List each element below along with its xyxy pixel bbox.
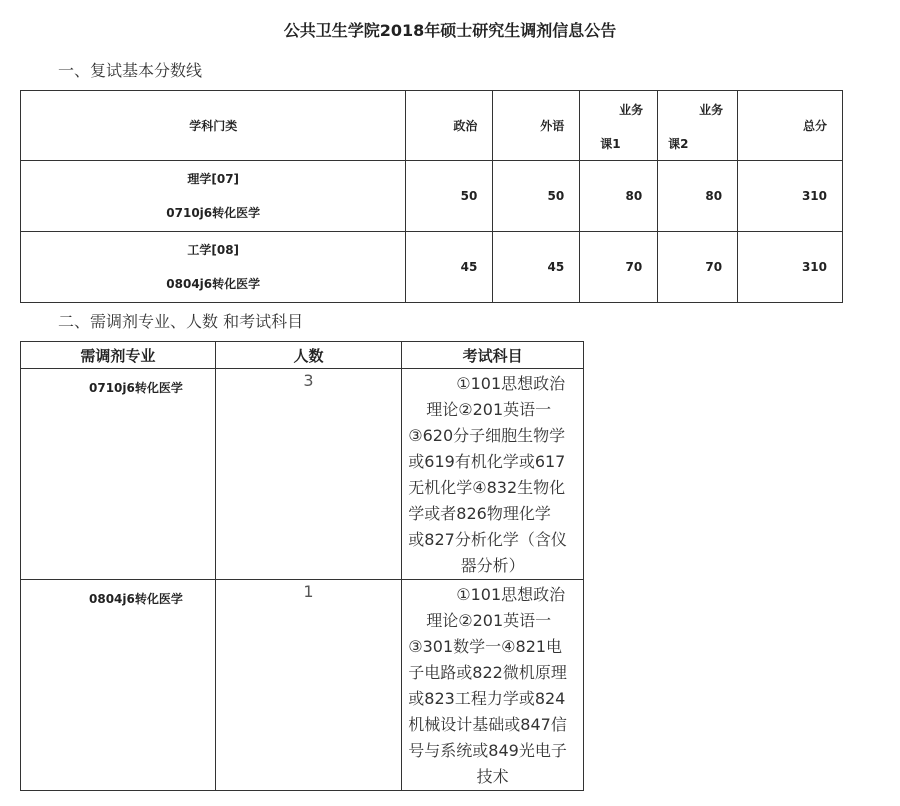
section-heading-adjustment: 二、需调剂专业、人数 和考试科目 [58, 312, 304, 331]
subject-cell [21, 232, 406, 303]
foreign-score: 45 [493, 232, 580, 303]
category: 工学[08] [187, 243, 240, 257]
header-exam: 考试科目 [402, 342, 584, 369]
header-course1-line2: 课1 [600, 137, 621, 151]
header-major: 需调剂专业 [21, 342, 216, 369]
score-line-table [20, 90, 843, 303]
header-course2-line2: 课2 [668, 137, 689, 151]
major-cell: 0804j6转化医学 [21, 580, 216, 791]
total-score: 310 [738, 161, 843, 232]
header-course2 [658, 91, 738, 161]
subject-cell [21, 161, 406, 232]
exam-line: 或827分析化学（含仪 [408, 530, 567, 549]
header-course1-line1: 业务 [619, 103, 644, 117]
exam-line: 理论②201英语一 [426, 611, 552, 630]
header-course2-line1: 业务 [699, 103, 724, 117]
exam-line: 技术 [476, 767, 509, 786]
header-politics: 政治 [406, 91, 493, 161]
count-cell: 1 [215, 580, 402, 791]
header-total: 总分 [738, 91, 843, 161]
exam-line: 理论②201英语一 [426, 400, 552, 419]
exam-line: 学或者826物理化学 [408, 504, 551, 523]
major: 0710j6转化医学 [166, 206, 261, 220]
page-title: 公共卫生学院2018年硕士研究生调剂信息公告 [283, 21, 617, 40]
exam-line: 号与系统或849光电子 [408, 741, 567, 760]
exam-cell [402, 369, 584, 580]
total-score: 310 [738, 232, 843, 303]
course2-score: 80 [658, 161, 738, 232]
section-heading-scores: 一、复试基本分数线 [58, 61, 203, 80]
exam-line: ③301数学一④821电 [408, 637, 563, 656]
header-count: 人数 [215, 342, 402, 369]
table-row [21, 580, 584, 791]
politics-score: 50 [406, 161, 493, 232]
exam-line: ①101思想政治 [456, 374, 566, 393]
course1-score: 80 [580, 161, 658, 232]
exam-line: ③620分子细胞生物学 [408, 426, 566, 445]
major: 0804j6转化医学 [166, 277, 261, 291]
exam-line: 或619有机化学或617 [408, 452, 566, 471]
table-row [21, 232, 843, 303]
course1-score: 70 [580, 232, 658, 303]
table-row [21, 369, 584, 580]
adjustment-table [20, 341, 584, 791]
table-header-row [21, 342, 584, 369]
exam-line: 无机化学④832生物化 [408, 478, 566, 497]
header-subject: 学科门类 [21, 91, 406, 161]
category: 理学[07] [187, 172, 240, 186]
foreign-score: 50 [493, 161, 580, 232]
major-cell: 0710j6转化医学 [21, 369, 216, 580]
exam-line: ①101思想政治 [456, 585, 566, 604]
politics-score: 45 [406, 232, 493, 303]
exam-line: 器分析） [460, 556, 525, 575]
count-cell: 3 [215, 369, 402, 580]
course2-score: 70 [658, 232, 738, 303]
exam-line: 子电路或822微机原理 [408, 663, 567, 682]
table-row [21, 161, 843, 232]
exam-cell [402, 580, 584, 791]
header-foreign: 外语 [493, 91, 580, 161]
table-header-row [21, 91, 843, 161]
exam-line: 或823工程力学或824 [408, 689, 566, 708]
exam-line: 机械设计基础或847信 [408, 715, 567, 734]
header-course1 [580, 91, 658, 161]
